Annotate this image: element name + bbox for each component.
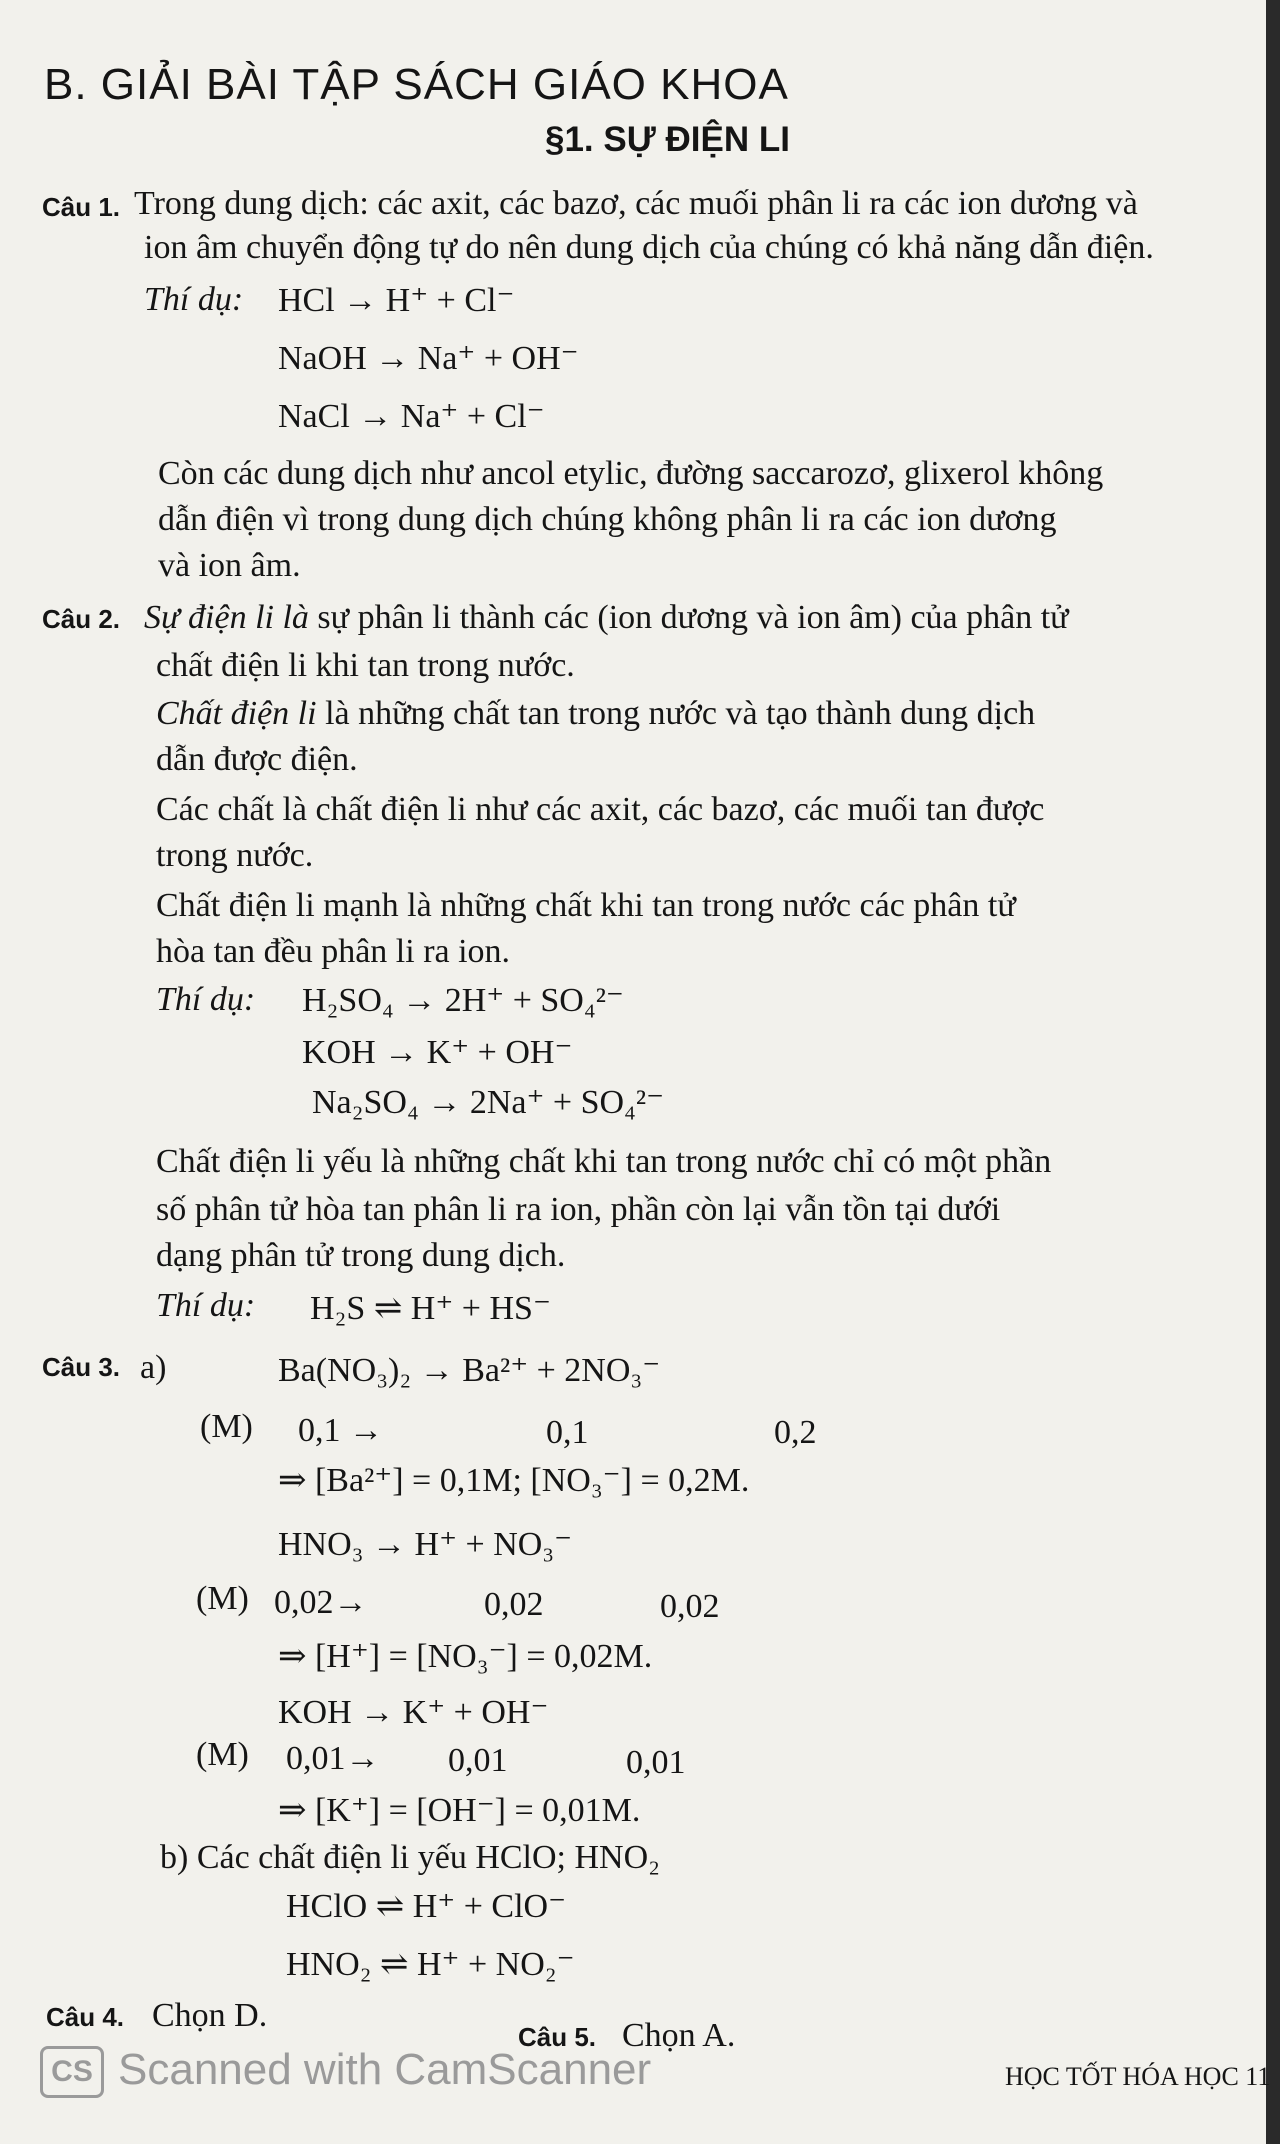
q2-line1 (144, 596, 1069, 640)
q2-line2: chất điện li khi tan trong nước. (156, 647, 575, 684)
q1-eq1: HCl → H⁺ + Cl⁻ (278, 282, 515, 319)
q1-line1: Trong dung dịch: các axit, các bazơ, các muối phân li ra các ion dương và (134, 185, 1138, 222)
page-edge (1266, 0, 1280, 2144)
q3-label: Câu 3. (42, 1352, 121, 1382)
q2-eq3: Na₂SO₄ → 2Na⁺ + SO₄²⁻ (312, 1084, 665, 1121)
q3-reaction1-value1: 0,1 → (298, 1412, 383, 1449)
camscanner-text: Scanned with CamScanner (118, 2045, 652, 2094)
q2-eq1: H₂SO₄ → 2H⁺ + SO₄²⁻ (302, 982, 624, 1019)
q3-reaction1-value3: 0,2 (774, 1414, 817, 1451)
q2-eq4: H₂S ⇌ H⁺ + HS⁻ (310, 1290, 551, 1327)
q3-reaction2-result: ⇒ [H⁺] = [NO₃⁻] = 0,02M. (278, 1638, 653, 1675)
q2-line7: Chất điện li mạnh là những chất khi tan trong nước các phân tử (156, 887, 1016, 924)
lesson-title: §1. SỰ ĐIỆN LI (545, 120, 790, 159)
q4-label: Câu 4. (46, 2002, 125, 2032)
q3-reaction1-result: ⇒ [Ba²⁺] = 0,1M; [NO₃⁻] = 0,2M. (278, 1462, 750, 1499)
camscanner-watermark (40, 2045, 651, 2098)
q2-line1-rest: sự phân li thành các (ion dương và ion âm) của phân tử (308, 599, 1069, 636)
q2-line3 (156, 692, 1035, 736)
q3-reaction2-value3: 0,02 (660, 1588, 720, 1625)
book-title-footer: HỌC TỐT HÓA HỌC 11 (1005, 2062, 1271, 2091)
q3-reaction3-result: ⇒ [K⁺] = [OH⁻] = 0,01M. (278, 1792, 641, 1829)
q2-label: Câu 2. (42, 604, 121, 634)
q3-reaction2-value1: 0,02→ (274, 1584, 368, 1621)
q5-answer: Chọn A. (622, 2017, 736, 2054)
q2-line4: dẫn được điện. (156, 741, 358, 778)
q3-reaction3-value2: 0,01 (448, 1742, 508, 1779)
q1-para1: Còn các dung dịch như ancol etylic, đường saccarozơ, glixerol không (158, 455, 1104, 492)
q2-term-electrolysis: Sự điện li là (144, 599, 309, 636)
q2-line3-rest: là những chất tan trong nước và tạo thành dung dịch (316, 695, 1036, 732)
q2-line9: Chất điện li yếu là những chất khi tan trong nước chỉ có một phần (156, 1143, 1052, 1180)
q3-part-a: a) (140, 1349, 167, 1386)
q1-eq2: NaOH → Na⁺ + OH⁻ (278, 340, 579, 377)
q3-reaction2-value2: 0,02 (484, 1586, 544, 1623)
q2-line5: Các chất là chất điện li như các axit, các bazơ, các muối tan được (156, 791, 1045, 828)
q3-reaction2-eq: HNO₃ → H⁺ + NO₃⁻ (278, 1526, 573, 1563)
q2-example-label-2: Thí dụ: (156, 1287, 256, 1324)
q3-eq-b1: HClO ⇌ H⁺ + ClO⁻ (286, 1888, 567, 1925)
section-title: B. GIẢI BÀI TẬP SÁCH GIÁO KHOA (44, 60, 789, 109)
q4-answer: Chọn D. (152, 1997, 268, 2034)
q2-line6: trong nước. (156, 837, 314, 874)
q2-line11: dạng phân tử trong dung dịch. (156, 1237, 566, 1274)
q3-reaction1-unit: (M) (200, 1408, 253, 1445)
q3-eq-b2: HNO₂ ⇌ H⁺ + NO₂⁻ (286, 1946, 575, 1983)
q3-part-b: b) Các chất điện li yếu HClO; HNO₂ (160, 1839, 661, 1876)
q2-line8: hòa tan đều phân li ra ion. (156, 933, 511, 970)
q5-label: Câu 5. (518, 2022, 597, 2052)
q3-reaction3-value1: 0,01→ (286, 1740, 380, 1777)
q1-para3: và ion âm. (158, 547, 301, 584)
q3-reaction3-eq: KOH → K⁺ + OH⁻ (278, 1694, 549, 1731)
q3-reaction2-unit: (M) (196, 1580, 249, 1617)
q2-line10: số phân tử hòa tan phân li ra ion, phần còn lại vẫn tồn tại dưới (156, 1191, 1001, 1228)
q3-reaction1-value2: 0,1 (546, 1414, 589, 1451)
q1-example-label: Thí dụ: (144, 281, 244, 318)
q1-line2: ion âm chuyển động tự do nên dung dịch của chúng có khả năng dẫn điện. (144, 229, 1154, 266)
q1-para2: dẫn điện vì trong dung dịch chúng không phân li ra các ion dương (158, 501, 1057, 538)
q1-label: Câu 1. (42, 192, 121, 222)
q2-eq2: KOH → K⁺ + OH⁻ (302, 1034, 573, 1071)
q3-reaction3-value3: 0,01 (626, 1744, 686, 1781)
q3-reaction1-eq: Ba(NO₃)₂ → Ba²⁺ + 2NO₃⁻ (278, 1352, 661, 1389)
q2-term-electrolyte: Chất điện li (156, 695, 317, 732)
q1-eq3: NaCl → Na⁺ + Cl⁻ (278, 398, 545, 435)
camscanner-icon: CS (40, 2046, 104, 2098)
q3-reaction3-unit: (M) (196, 1736, 249, 1773)
q2-example-label: Thí dụ: (156, 981, 256, 1018)
